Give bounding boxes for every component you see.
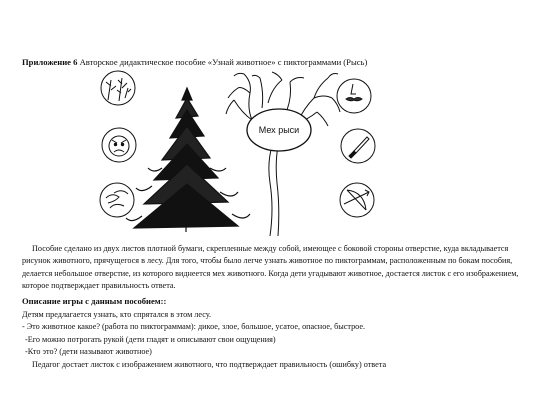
game-line: Детям предлагается узнать, кто спрятался в этом лесу.	[22, 310, 212, 319]
illustration	[92, 68, 464, 236]
game-line: - Это животное какое? (работа по пиктограммам): дикое, злое, большое, усатое, опасное, быстрое.	[22, 322, 366, 332]
game-line: -Его можно потрогать рукой (дети гладят и описывают свои ощущения)	[25, 334, 276, 344]
claw-pictogram-icon	[100, 183, 134, 217]
bow-arrow-pictogram-icon	[340, 183, 374, 217]
knife-pictogram-icon	[341, 129, 375, 163]
description-text: Пособие сделано из двух листов плотной бумаги, скрепленные между собой, имеющее с боковой стороны отверстие, куда вкладывается рисунок животного, прячущегося в лесу. Для того, чтобы было легче узнать животное по пиктограммам, расположенным по бокам пособия, делается небольшое отверстие, из которого виднеется мех животного. Когда дети угадывают животное, достается листок с его изображением, которое подтверждает правильность ответа.	[22, 244, 519, 290]
appendix-label: Приложение 6	[22, 57, 78, 67]
fur-label: Мех рыси	[258, 125, 300, 135]
fir-tree	[126, 88, 250, 232]
game-line: -Кто это? (дети называют животное)	[25, 347, 152, 357]
game-description	[22, 309, 542, 371]
angry-face-pictogram-icon	[102, 128, 136, 162]
description-paragraph	[22, 243, 534, 292]
tree-pictogram-icon	[101, 71, 135, 105]
mustache-pictogram-icon	[337, 79, 371, 113]
game-line: Педагог достает листок с изображением животного, что подтверждает правильность (ошибку) ответа	[32, 359, 387, 369]
appendix-title-text: Авторское дидактическое пособие «Узнай животное» с пиктограммами (Рысь)	[79, 57, 368, 67]
appendix-title	[22, 57, 367, 67]
deciduous-tree	[226, 72, 340, 236]
game-heading: Описание игры с данным пособием::	[22, 296, 167, 306]
